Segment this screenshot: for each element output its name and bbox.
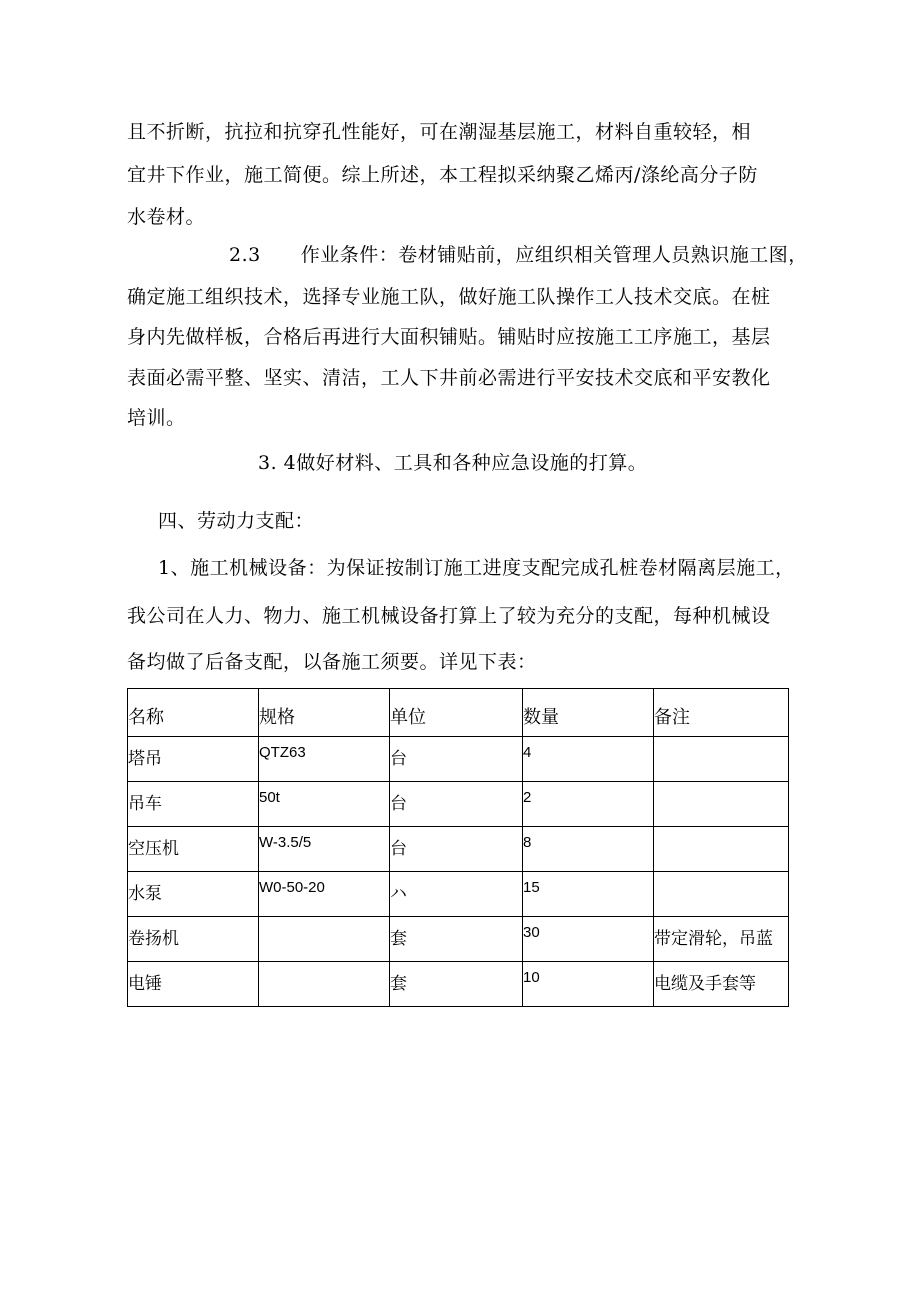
cell-spec: QTZ63 — [259, 737, 390, 782]
section-heading-4: 四、劳动力支配： — [158, 510, 315, 532]
equipment-table — [127, 688, 789, 1007]
cell-spec — [259, 962, 390, 1007]
paragraph-2-line-3: 身内先做样板，合格后再进行大面积铺贴。铺贴时应按施工工序施工，基层 — [127, 326, 771, 348]
cell-remarks: 电缆及手套等 — [654, 962, 789, 1007]
cell-quantity: 30 — [523, 917, 654, 962]
cell-unit: ハ — [390, 872, 523, 917]
cell-spec: 50t — [259, 782, 390, 827]
cell-remarks — [654, 872, 789, 917]
paragraph-1-line-3: 水卷材。 — [127, 206, 206, 228]
cell-quantity: 2 — [523, 782, 654, 827]
table-header-row — [128, 689, 789, 737]
paragraph-4-line-1: 1、施工机械设备：为保证按制订施工进度支配完成孔桩卷材隔离层施工， — [158, 557, 795, 579]
cell-unit: 套 — [390, 962, 523, 1007]
cell-remarks — [654, 737, 789, 782]
table-row — [128, 962, 789, 1007]
cell-remarks — [654, 827, 789, 872]
section-number-2-3: 2.3 — [229, 244, 261, 266]
cell-quantity: 8 — [523, 827, 654, 872]
cell-name: 水泵 — [128, 872, 259, 917]
cell-unit: 台 — [390, 737, 523, 782]
table-row — [128, 872, 789, 917]
paragraph-2-line-1 — [229, 243, 808, 267]
cell-remarks — [654, 782, 789, 827]
cell-name: 空压机 — [128, 827, 259, 872]
paragraph-1-line-2: 宜井下作业，施工简便。综上所述，本工程拟采纳聚乙烯丙/涤纶高分子防 — [127, 164, 758, 186]
table-row — [128, 737, 789, 782]
table-row — [128, 782, 789, 827]
paragraph-4-line-3: 备均做了后备支配，以备施工须要。详见下表： — [127, 651, 537, 673]
table-row — [128, 917, 789, 962]
header-name: 名称 — [128, 689, 259, 737]
cell-quantity: 15 — [523, 872, 654, 917]
paragraph-2-line-2: 确定施工组织技术，选择专业施工队，做好施工队操作工人技术交底。在桩 — [127, 286, 771, 308]
cell-spec: W0-50-20 — [259, 872, 390, 917]
header-remarks: 备注 — [654, 689, 789, 737]
header-quantity: 数量 — [523, 689, 654, 737]
cell-spec: W-3.5/5 — [259, 827, 390, 872]
cell-name: 卷扬机 — [128, 917, 259, 962]
table-row — [128, 827, 789, 872]
cell-name: 电锤 — [128, 962, 259, 1007]
cell-remarks: 带定滑轮，吊蓝 — [654, 917, 789, 962]
cell-unit: 台 — [390, 827, 523, 872]
paragraph-2-line-1-text: 作业条件：卷材铺贴前，应组织相关管理人员熟识施工图， — [300, 244, 808, 266]
cell-spec — [259, 917, 390, 962]
paragraph-2-line-4: 表面必需平整、坚实、清洁，工人下井前必需进行平安技术交底和平安教化 — [127, 367, 771, 389]
paragraph-2-line-5: 培训。 — [127, 407, 186, 429]
cell-quantity: 10 — [523, 962, 654, 1007]
header-unit: 单位 — [390, 689, 523, 737]
cell-name: 塔吊 — [128, 737, 259, 782]
paragraph-4-line-2: 我公司在人力、物力、施工机械设备打算上了较为充分的支配，每种机械设 — [127, 605, 771, 627]
paragraph-3: 3. 4做好材料、工具和各种应急设施的打算。 — [258, 452, 648, 474]
cell-unit: 套 — [390, 917, 523, 962]
header-spec: 规格 — [259, 689, 390, 737]
cell-name: 吊车 — [128, 782, 259, 827]
cell-quantity: 4 — [523, 737, 654, 782]
cell-unit: 台 — [390, 782, 523, 827]
paragraph-1-line-1: 且不折断，抗拉和抗穿孔性能好，可在潮湿基层施工，材料自重较轻，相 — [127, 121, 752, 143]
